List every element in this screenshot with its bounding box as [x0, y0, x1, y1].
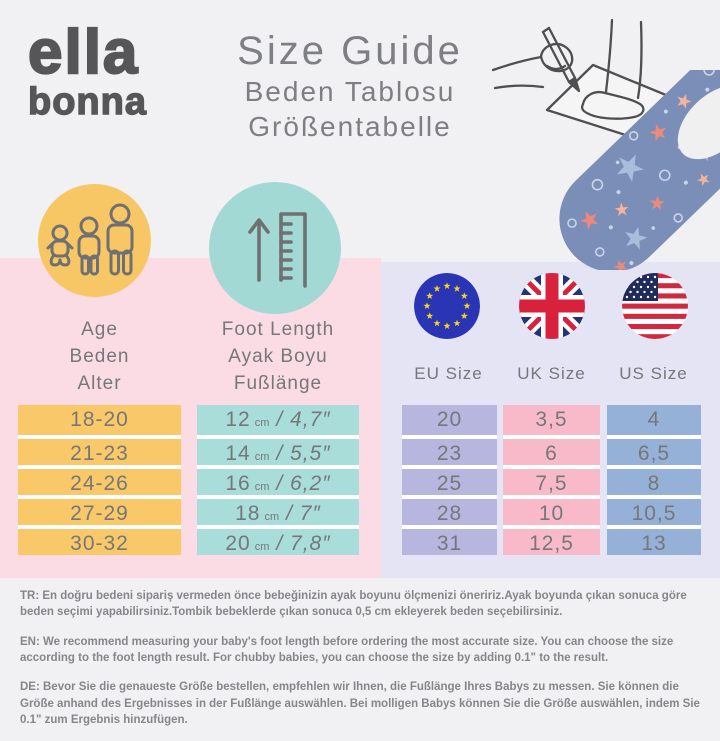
measurement-notes — [20, 588, 708, 741]
foot-length-cell — [197, 405, 359, 435]
foot-label-tr: Ayak Boyu — [228, 346, 328, 367]
foot-cm-value: 16 — [225, 472, 251, 495]
uk-size-cell: 7,5 — [503, 465, 600, 495]
age-column-header — [18, 316, 181, 397]
ruler-icon — [209, 182, 341, 314]
age-label-tr: Beden — [69, 346, 130, 367]
foot-unit: cm — [254, 541, 270, 553]
foot-length-cell — [197, 525, 359, 555]
uk-size-cell: 6 — [503, 435, 600, 465]
eu-size-cell: 23 — [402, 435, 497, 465]
uk-size-cell: 10 — [503, 495, 600, 525]
note-tr: TR: En doğru bedeni sipariş vermeden önce bebeğinizin ayak boyunu ölçmenizi öneririz.Ayak boyunda çıkan sonuca göre beden seçimi yapabilirsiniz.Tombik bebeklerde çıkan sonuca 0,5 cm ekleyerek beden seçebilirsiniz. — [20, 590, 687, 619]
uk-size-cell: 12,5 — [503, 525, 600, 555]
brand-logo — [28, 18, 147, 123]
foot-label-en: Foot Length — [221, 319, 335, 340]
foot-cm-value: 12 — [225, 408, 251, 431]
eu-size-cell: 28 — [402, 495, 497, 525]
foot-unit: cm — [254, 481, 270, 493]
foot-cm-value: 14 — [225, 442, 251, 465]
foot-unit: cm — [254, 417, 270, 429]
us-flag-icon — [622, 273, 688, 339]
us-size-cell: 13 — [607, 525, 701, 555]
foot-cm-value: 18 — [235, 502, 261, 525]
age-cell: 30-32 — [18, 525, 181, 555]
eu-size-column — [402, 405, 497, 555]
note-en: EN: We recommend measuring your baby's foot length before ordering the most accurate size. You can choose the size according to the foot length result. For chubby babies, you can choose the size by adding 0.1" to the result. — [20, 635, 674, 664]
us-size-cell: 6,5 — [607, 435, 701, 465]
brand-logo-line1: ella — [28, 18, 140, 87]
uk-size-header: UK Size — [517, 364, 586, 383]
eu-size-header: EU Size — [414, 364, 483, 383]
eu-size-cell: 20 — [402, 405, 497, 435]
age-cell: 24-26 — [18, 465, 181, 495]
foot-inch-value: / 7″ — [286, 502, 321, 525]
age-cell: 21-23 — [18, 435, 181, 465]
uk-flag-icon — [519, 273, 585, 339]
foot-label-de: Fußlänge — [233, 373, 323, 394]
age-label-en: Age — [81, 319, 118, 340]
uk-size-column — [503, 405, 600, 555]
foot-length-column — [197, 405, 359, 555]
age-label-de: Alter — [77, 373, 122, 394]
foot-inch-value: / 5,5″ — [276, 442, 331, 465]
family-icon — [38, 184, 151, 297]
foot-length-cell — [197, 435, 359, 465]
us-size-cell: 8 — [607, 465, 701, 495]
uk-size-cell: 3,5 — [503, 405, 600, 435]
us-size-header: US Size — [619, 364, 688, 383]
foot-length-cell — [197, 495, 359, 525]
foot-cm-value: 20 — [225, 532, 251, 555]
us-size-cell: 10,5 — [607, 495, 701, 525]
us-size-column — [607, 405, 701, 555]
age-cell: 27-29 — [18, 495, 181, 525]
page-title — [175, 28, 525, 144]
foot-inch-value: / 6,2″ — [276, 472, 331, 495]
baby-shoe-photo — [520, 70, 720, 270]
title-en: Size Guide — [237, 29, 463, 73]
title-de: Größentabelle — [248, 111, 452, 142]
foot-unit: cm — [264, 511, 280, 523]
eu-size-cell: 31 — [402, 525, 497, 555]
age-column — [18, 405, 181, 555]
title-tr: Beden Tablosu — [244, 76, 456, 107]
us-size-cell: 4 — [607, 405, 701, 435]
foot-inch-value: / 7,8″ — [276, 532, 331, 555]
foot-length-cell — [197, 465, 359, 495]
eu-flag-icon — [414, 273, 480, 339]
foot-length-legend-circle — [209, 182, 341, 314]
foot-unit: cm — [254, 451, 270, 463]
brand-logo-line2: bonna — [28, 81, 147, 123]
age-legend-circle — [38, 184, 151, 297]
foot-length-column-header — [197, 316, 359, 397]
note-de: DE: Bevor Sie die genaueste Größe bestellen, empfehlen wir Ihnen, die Fußlänge Ihres Babys zu messen. Sie können die Größe anhand des Ergebnisses in der Fußlänge auswählen. Bei molligen Babys können Sie die Größe auswählen, indem Sie 0.1" zum Ergebnis hinzufügen. — [20, 681, 700, 726]
age-cell: 18-20 — [18, 405, 181, 435]
eu-size-cell: 25 — [402, 465, 497, 495]
foot-inch-value: / 4,7″ — [276, 408, 331, 431]
